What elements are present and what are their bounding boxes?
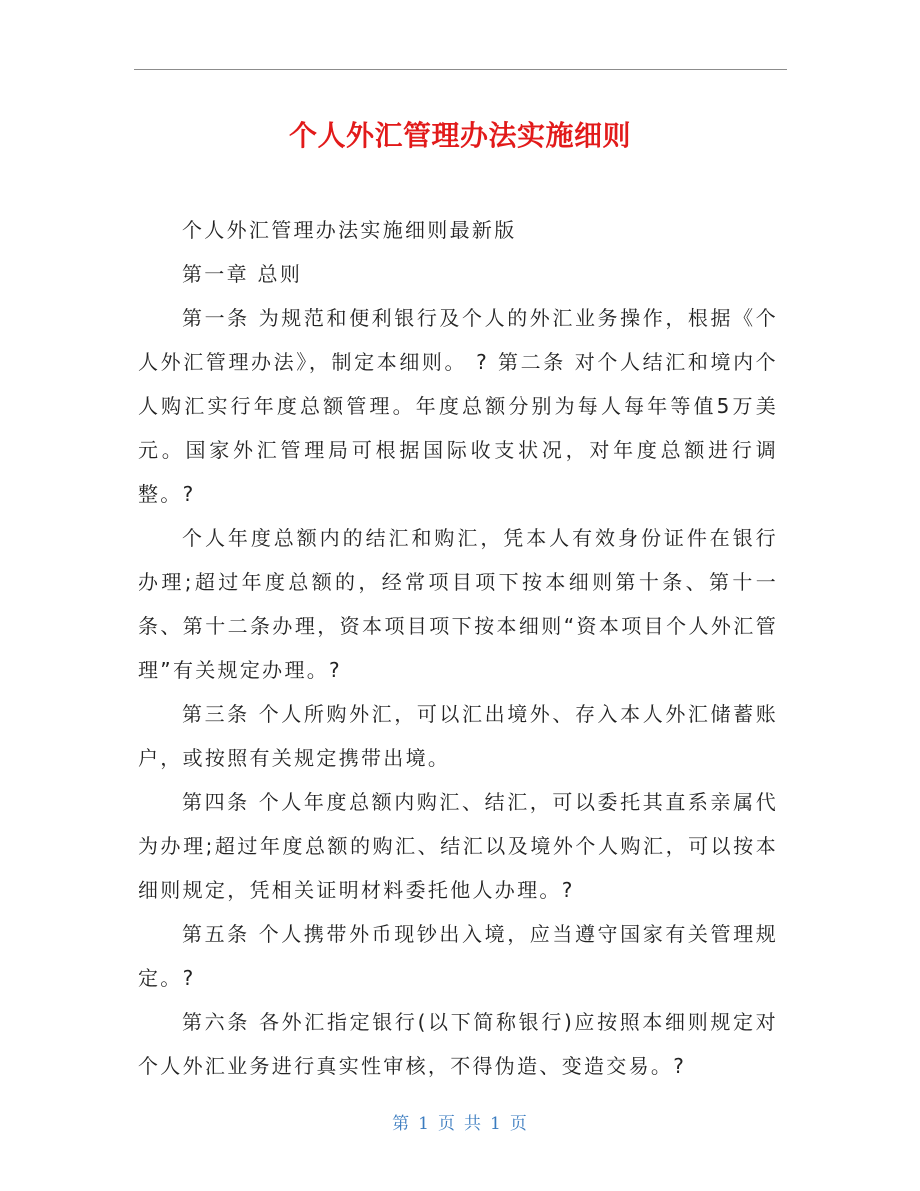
paragraph-article-6: 第六条 各外汇指定银行(以下简称银行)应按照本细则规定对个人外汇业务进行真实性审核，不得伪造、变造交易。? <box>138 1010 778 1078</box>
document-title: 个人外汇管理办法实施细则 <box>288 119 631 152</box>
page-footer <box>0 1111 920 1137</box>
paragraph-subtitle: 个人外汇管理办法实施细则最新版 <box>182 218 517 242</box>
footer-current-page: 1 <box>418 1114 430 1134</box>
document-body <box>138 208 778 1088</box>
footer-di: 第 <box>392 1114 411 1134</box>
paragraph-article-3: 第三条 个人所购外汇，可以汇出境外、存入本人外汇储蓄账户，或按照有关规定携带出境。 <box>138 702 778 770</box>
paragraph-article-4: 第四条 个人年度总额内购汇、结汇，可以委托其直系亲属代为办理;超过年度总额的购汇、结汇以及境外个人购汇，可以按本细则规定，凭相关证明材料委托他人办理。? <box>138 790 778 902</box>
paragraph-article-1-2: 第一条 为规范和便利银行及个人的外汇业务操作，根据《个人外汇管理办法》，制定本细则。 ? 第二条 对个人结汇和境内个人购汇实行年度总额管理。年度总额分别为每人每年等值5万美元。国家外汇管理局可根据国际收支状况，对年度总额进行调整。? <box>138 306 778 506</box>
paragraph-article-5: 第五条 个人携带外币现钞出入境，应当遵守国家有关管理规定。? <box>138 922 778 990</box>
footer-ye2: 页 <box>509 1114 528 1134</box>
footer-total-pages: 1 <box>490 1114 502 1134</box>
footer-ye: 页 <box>438 1114 456 1134</box>
paragraph-annual-quota: 个人年度总额内的结汇和购汇，凭本人有效身份证件在银行办理;超过年度总额的，经常项目项下按本细则第十条、第十一条、第十二条办理，资本项目项下按本细则“资本项目个人外汇管理”有关规定办理。? <box>138 526 778 682</box>
paragraph-chapter-heading: 第一章 总则 <box>182 262 303 286</box>
footer-gong: 共 <box>464 1114 482 1134</box>
header-rule <box>134 69 787 70</box>
